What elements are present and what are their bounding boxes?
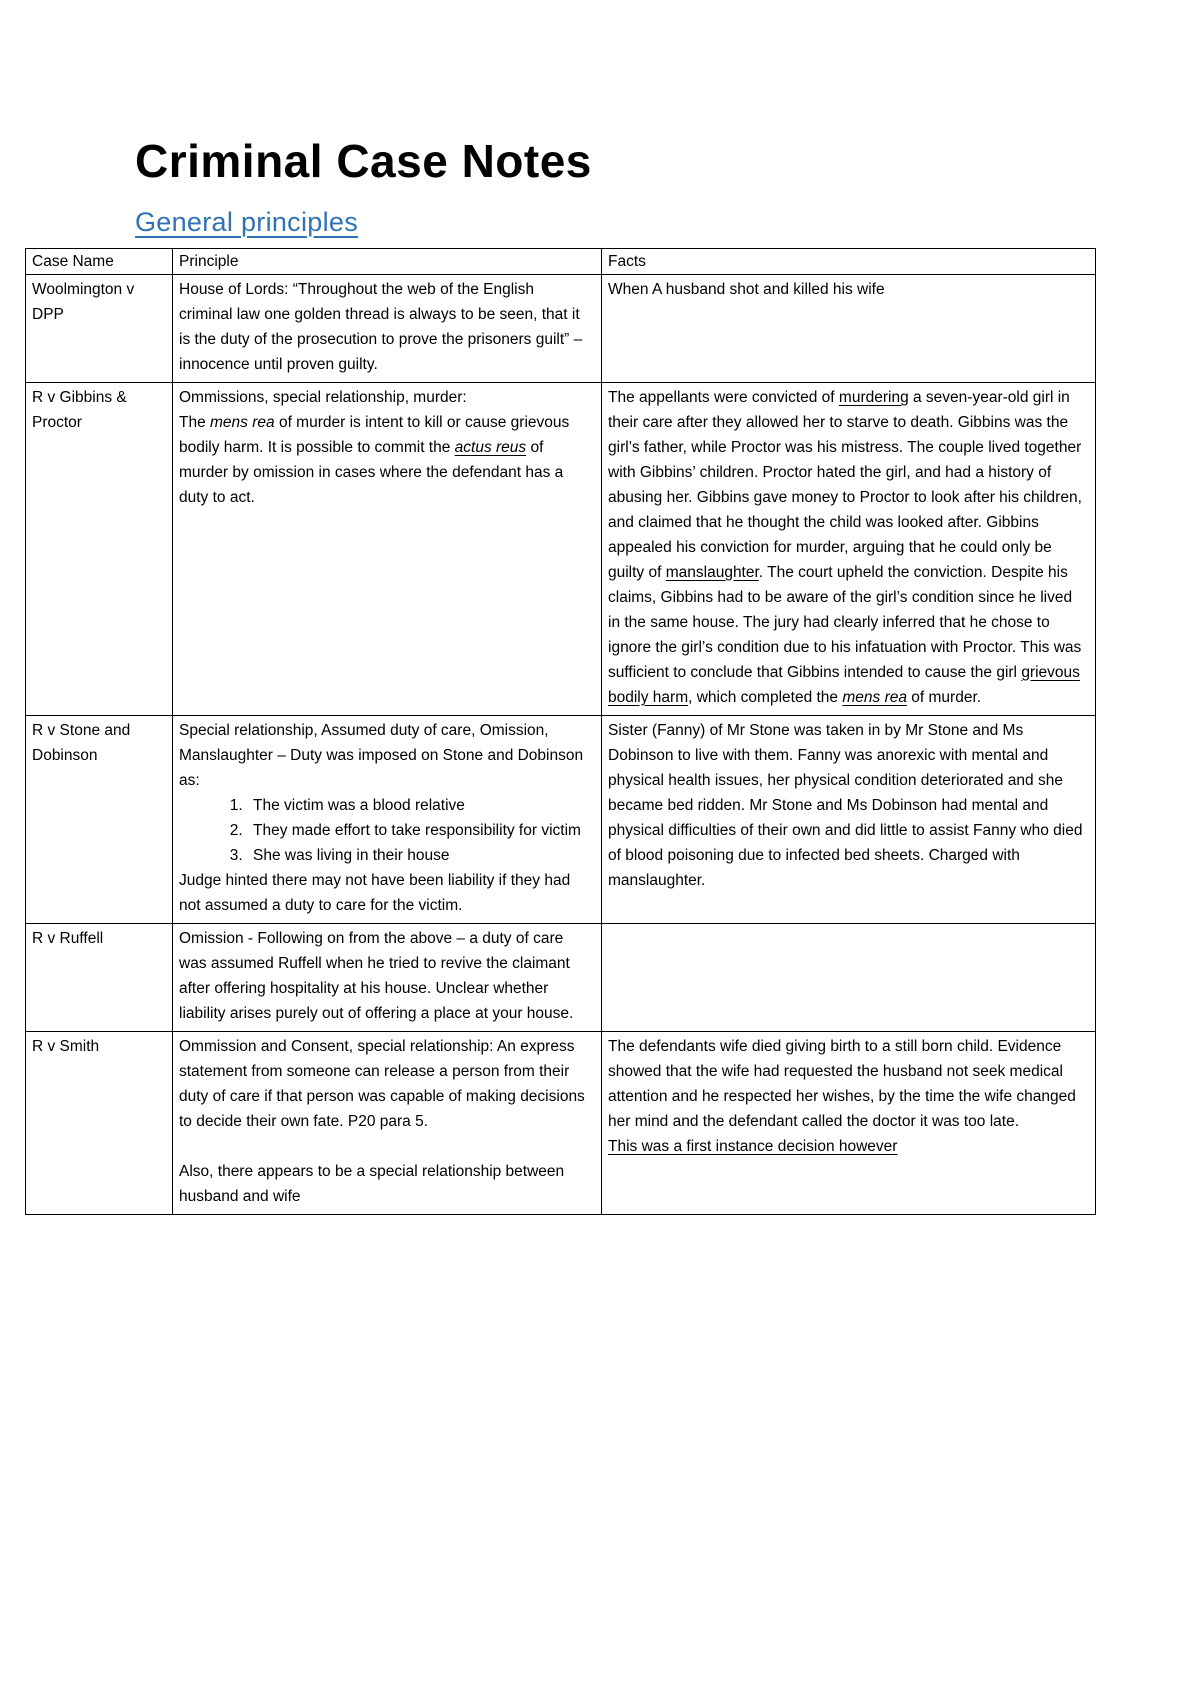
column-header-facts: Facts [602, 248, 1096, 274]
principle-cell: House of Lords: “Throughout the web of the English criminal law one golden thread is always to be seen, that it is the duty of the prosecution to prove the prisoners guilt” – innocence until proven guilty. [173, 274, 602, 382]
facts-cell [602, 923, 1096, 1031]
case-name-cell: R v Gibbins & Proctor [26, 382, 173, 715]
case-name-cell: R v Smith [26, 1031, 173, 1214]
facts-cell: Sister (Fanny) of Mr Stone was taken in by Mr Stone and Ms Dobinson to live with them. Fanny was anorexic with mental and physical health issues, her physical condition deteriorated and she became bed ridden. Mr Stone and Ms Dobinson had mental and physical difficulties of their own and did little to assist Fanny who died of blood poisoning due to infected bed sheets. Charged with manslaughter. [602, 715, 1096, 923]
header-row [26, 248, 1096, 274]
document-title: Criminal Case Notes [135, 135, 592, 187]
column-header-principle: Principle [173, 248, 602, 274]
facts-cell: When A husband shot and killed his wife [602, 274, 1096, 382]
case-name-cell: Woolmington v DPP [26, 274, 173, 382]
case-name-cell: R v Ruffell [26, 923, 173, 1031]
section-heading: General principles [135, 206, 359, 237]
table-row [26, 715, 1096, 923]
facts-cell: The appellants were convicted of murdering a seven-year-old girl in their care after they allowed her to starve to death. Gibbins was the girl’s father, while Proctor was his mistress. The couple lived together with Gibbins’ children. Proctor hated the girl, and had a history of abusing her. Gibbins gave money to Proctor to look after his children, and claimed that he thought the child was looked after. Gibbins appealed his conviction for murder, arguing that he could only be guilty of manslaughter. The court upheld the conviction. Despite his claims, Gibbins had to be aware of the girl’s condition since he lived in the same house. The jury had clearly inferred that he chose to ignore the girl’s condition due to his infatuation with Proctor. This was sufficient to conclude that Gibbins intended to cause the girl grievous bodily harm, which completed the mens rea of murder. [602, 382, 1096, 715]
principle-cell: Special relationship, Assumed duty of care, Omission, Manslaughter – Duty was imposed on Stone and Dobinson as: 1. The victim was a blood relative 2. They made effort to take responsibility for victim 3. She was living in their house Judge hinted there may not have been liability if they had not assumed a duty to care for the victim. [173, 715, 602, 923]
case-notes-table [25, 248, 1096, 1215]
table-row [26, 923, 1096, 1031]
case-name-cell: R v Stone and Dobinson [26, 715, 173, 923]
table-row [26, 1031, 1096, 1214]
table-row [26, 274, 1096, 382]
principle-cell: Omission - Following on from the above – a duty of care was assumed Ruffell when he tried to revive the claimant after offering hospitality at his house. Unclear whether liability arises purely out of offering a place at your house. [173, 923, 602, 1031]
facts-cell: The defendants wife died giving birth to a still born child. Evidence showed that the wife had requested the husband not seek medical attention and he respected her wishes, by the time the wife changed her mind and the defendant called the doctor it was too late. This was a first instance decision however [602, 1031, 1096, 1214]
principle-cell: Ommissions, special relationship, murder: The mens rea of murder is intent to kill or cause grievous bodily harm. It is possible to commit the actus reus of murder by omission in cases where the defendant has a duty to act. [173, 382, 602, 715]
column-header-case-name: Case Name [26, 248, 173, 274]
table-row [26, 382, 1096, 715]
principle-cell: Ommission and Consent, special relationship: An express statement from someone can release a person from their duty of care if that person was capable of making decisions to decide their own fate. P20 para 5. Also, there appears to be a special relationship between husband and wife [173, 1031, 602, 1214]
